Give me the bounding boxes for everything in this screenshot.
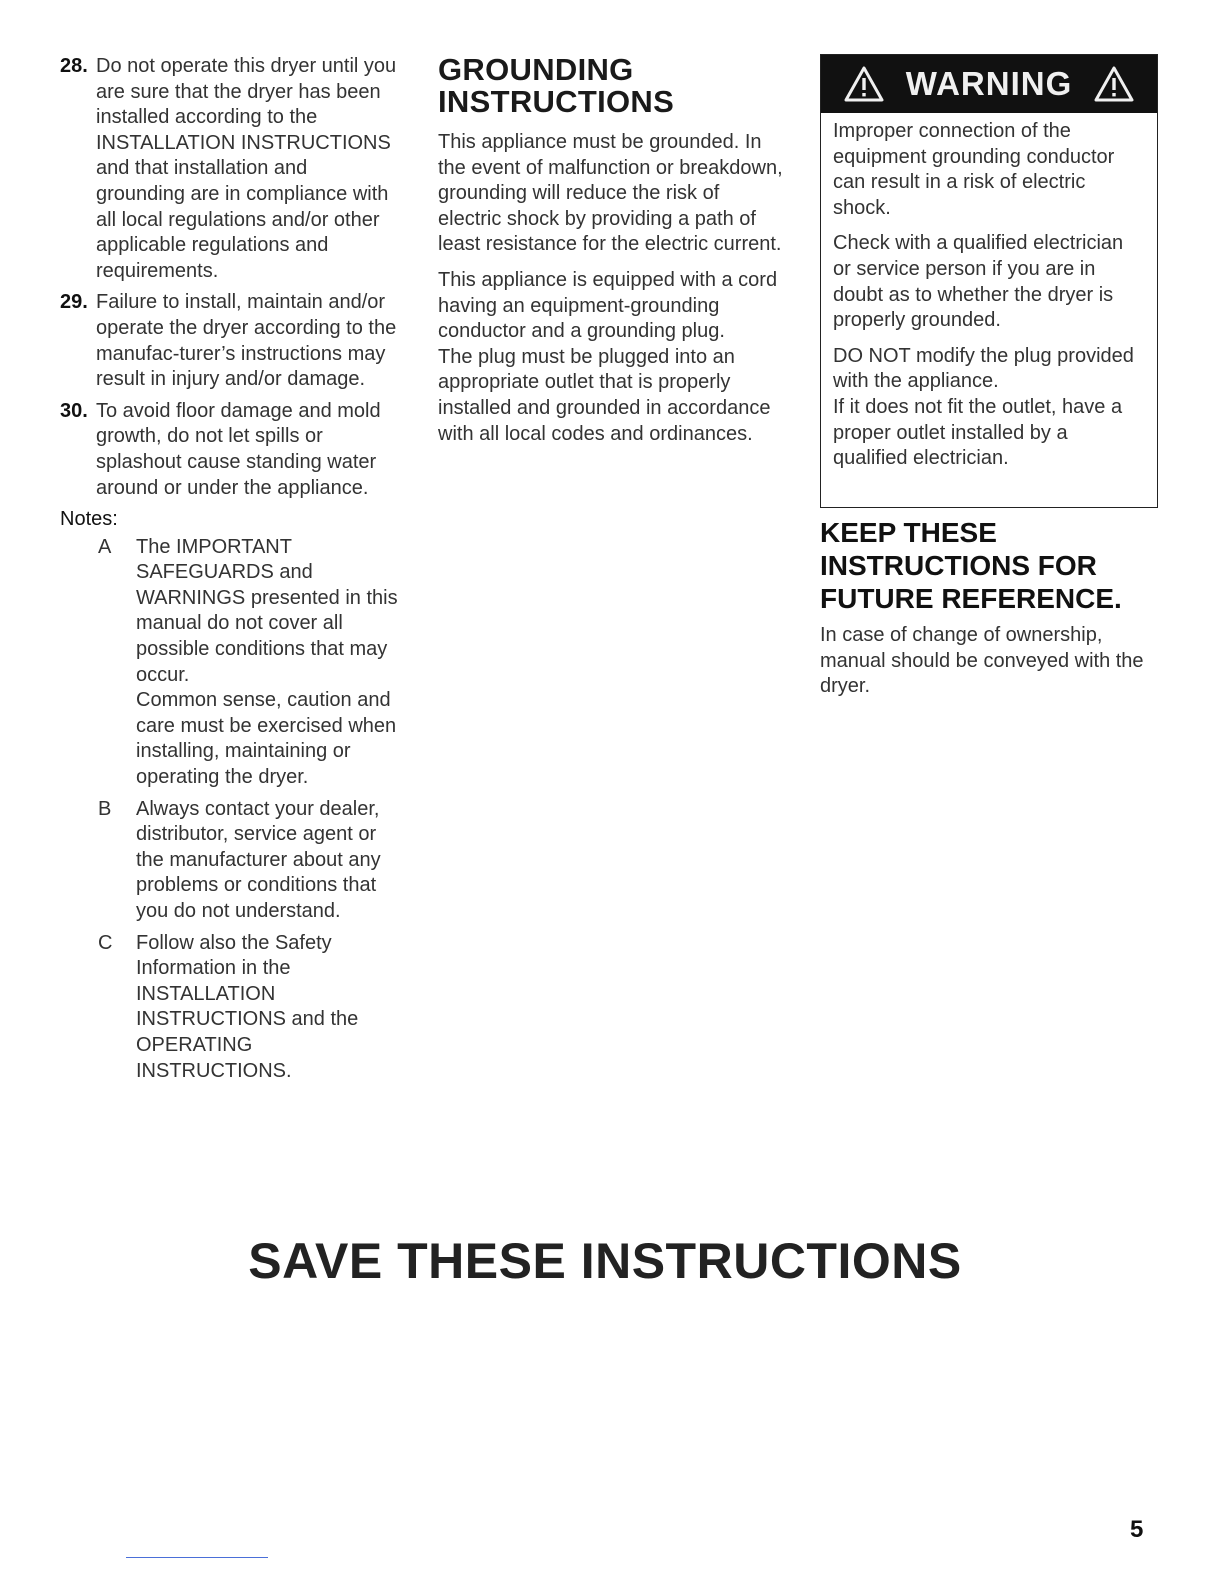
grounding-paragraph: This appliance must be grounded. In the event of malfunction or breakdown, grounding will reduce the risk of electric shock by providing a path of least resistance for the electric current. <box>438 131 783 256</box>
note-letter: A <box>98 535 112 558</box>
warning-triangle-icon <box>844 66 884 102</box>
save-instructions-title <box>0 1232 1224 1290</box>
note-paragraph: Always contact your dealer, distributor, service agent or the manufacturer about any problems or conditions that you do not understand. <box>136 797 381 922</box>
note-item <box>60 931 400 1085</box>
keep-instructions-section <box>820 516 1170 700</box>
left-column <box>60 54 400 1090</box>
list-item-number: 28. <box>60 55 88 77</box>
note-paragraph: Follow also the Safety Information in the INSTALLATION INSTRUCTIONS and the OPERATING INSTRUCTIONS. <box>136 931 359 1082</box>
warning-paragraph: Improper connection of the equipment grounding conductor can result in a risk of electric shock. <box>833 120 1115 219</box>
warning-box <box>820 54 1158 508</box>
page-number: 5 <box>1130 1516 1144 1543</box>
note-letter: B <box>98 797 112 820</box>
keep-heading <box>820 516 1170 615</box>
note-item <box>60 797 400 925</box>
note-paragraph: The IMPORTANT SAFEGUARDS and WARNINGS presented in this manual do not cover all possible conditions that may occur. <box>136 535 398 686</box>
warning-header <box>821 55 1157 113</box>
warning-title: WARNING <box>905 65 1073 102</box>
warning-paragraph: If it does not fit the outlet, have a proper outlet installed by a qualified electrician. <box>833 395 1123 470</box>
list-item-number: 29. <box>60 291 88 314</box>
list-item-number: 30. <box>60 399 88 422</box>
save-instructions-text: SAVE THESE INSTRUCTIONS <box>248 1233 962 1289</box>
list-item-text: Failure to install, maintain and/or operate the dryer according to the manufac-turer’s instructions may result in injury and/or damage. <box>96 291 397 391</box>
keep-heading-line: FUTURE REFERENCE. <box>820 583 1122 614</box>
note-item <box>60 535 400 791</box>
warning-triangle-icon <box>1094 66 1134 102</box>
warning-paragraph: DO NOT modify the plug provided with the appliance. <box>833 344 1134 393</box>
grounding-paragraph: This appliance is equipped with a cord having an equipment-grounding conductor and a grounding plug. <box>438 268 778 343</box>
footer-divider <box>126 1557 268 1558</box>
notes-heading: Notes: <box>60 508 118 531</box>
note-letter: C <box>98 931 113 954</box>
grounding-heading-line: GROUNDING <box>438 52 634 87</box>
note-paragraph: Common sense, caution and care must be exercised when installing, maintaining or operating the dryer. <box>136 689 397 789</box>
grounding-paragraph: The plug must be plugged into an appropriate outlet that is properly installed and grounded in accordance with all local codes and ordinances. <box>438 345 771 445</box>
keep-heading-line: INSTRUCTIONS FOR <box>820 550 1097 581</box>
list-item <box>60 399 400 501</box>
grounding-section <box>438 54 783 447</box>
list-item-text: To avoid floor damage and mold growth, do not let spills or splashout cause standing water around or under the appliance. <box>96 399 381 499</box>
keep-heading-line: KEEP THESE <box>820 517 997 548</box>
grounding-heading-line: INSTRUCTIONS <box>438 84 675 119</box>
warning-body <box>821 113 1157 472</box>
grounding-heading <box>438 54 783 118</box>
warning-paragraph: Check with a qualified electrician or service person if you are in doubt as to whether the dryer is properly grounded. <box>833 232 1124 332</box>
keep-text: In case of change of ownership, manual should be conveyed with the dryer. <box>820 624 1144 698</box>
list-item <box>60 290 400 392</box>
list-item <box>60 54 400 284</box>
list-item-text: Do not operate this dryer until you are sure that the dryer has been installed according to the INSTALLATION INSTRUCTIONS and that installation and grounding are in compliance with all local regulations and/or other applicable regulations and requirements. <box>96 55 397 282</box>
